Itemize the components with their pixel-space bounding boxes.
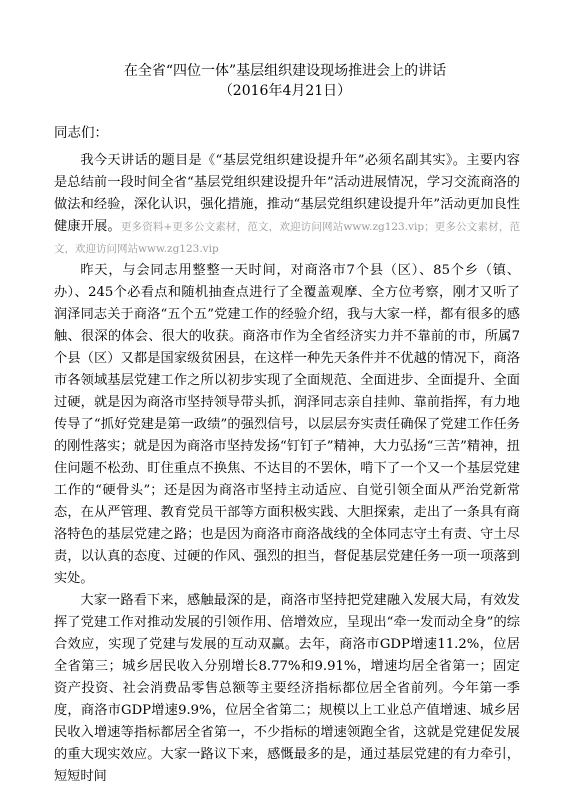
- paragraph-text: 昨天，与会同志用整整一天时间，对商洛市7个县（区）、85个乡（镇、办）、245个必看点和随机抽查点进行了全覆盖观摩、全方位考察，刚才又听了润泽同志关于商洛“五个五”党建工作的经验介绍，我与大家一样，都有很多的感触、很深的体会、很大的收获。商洛市作为全省经济实力并不靠前的市，所属7个县（区）又都是国家级贫困县，在这样一种先天条件并不优越的情况下，商洛市各领域基层党建工作之所以初步实现了全面规范、全面进步、全面提升、全面过硬，就是因为商洛市坚持领导带头抓，润泽同志亲自挂帅、靠前指挥，有力地传导了“抓好党建是第一政绩”的强烈信号，以层层夯实责任确保了党建工作任务的刚性落实；就是因为商洛市坚持发扬“钉钉子”精神，大力弘扬“三苦”精神，扭住问题不松劲、盯住重点不换焦、不达目的不罢休，啃下了一个又一个基层党建工作的“硬骨头”；还是因为商洛市坚持主动适应、自觉引领全面从严治党新常态，在从严管理、教育党员干部等方面积极实践、大胆探索，走出了一条具有商洛特色的基层党建之路；也是因为商洛市商洛战线的全体同志守土有责、守土尽责，以认真的态度、过硬的作风、强烈的担当，督促基层党建任务一项一项落到实处。: [54, 263, 520, 586]
- paragraph-text: 我今天讲话的题目是《“基层党组织建设提升年”必须名副其实》。主要内容是总结前一段时间全省“基层党组织建设提升年”活动进展情况，学习交流商洛的做法和经验，深化认识，强化措施，推动“基层党组织建设提升年”活动更加良性健康开展。: [54, 153, 520, 234]
- paragraph-intro: [54, 150, 520, 260]
- salutation: 同志们：: [54, 125, 108, 141]
- paragraph-text: 大家一路看下来，感触最深的是，商洛市坚持把党建融入发展大局，有效发挥了党建工作对推动发展的引领作用、倍增效应，呈现出“牵一发而动全身”的综合效应，实现了党建与发展的互动双赢。去年，商洛市GDP增速11.2%，位居全省第三；城乡居民收入分别增长8.77%和9.91%，增速均居全省第一；固定资产投资、社会消费品零售总额等主要经济指标都位居全省前列。今年第一季度，商洛市GDP增速9.9%，位居全省第二；规模以上工业总产值增速、城乡居民收入增速等指标都居全省第一，不少指标的增速领跑全省，这就是党建促发展的重大现实效应。大家一路议下来，感慨最多的是，通过基层党建的有力牵引，短短时间: [54, 593, 520, 784]
- document-date: （2016年4月21日）: [218, 83, 352, 99]
- document-body: [54, 150, 520, 788]
- watermark-text: 更多资料+更多公文素材，范文，欢迎访问网站www.zg123.vip；更多公文素材，范文，欢迎访问网站www.zg123.vip: [54, 221, 521, 255]
- document-title: 在全省“四位一体”基层组织建设现场推进会上的讲话: [123, 63, 447, 79]
- paragraph-impact: [54, 590, 520, 788]
- paragraph-observation: [54, 260, 520, 590]
